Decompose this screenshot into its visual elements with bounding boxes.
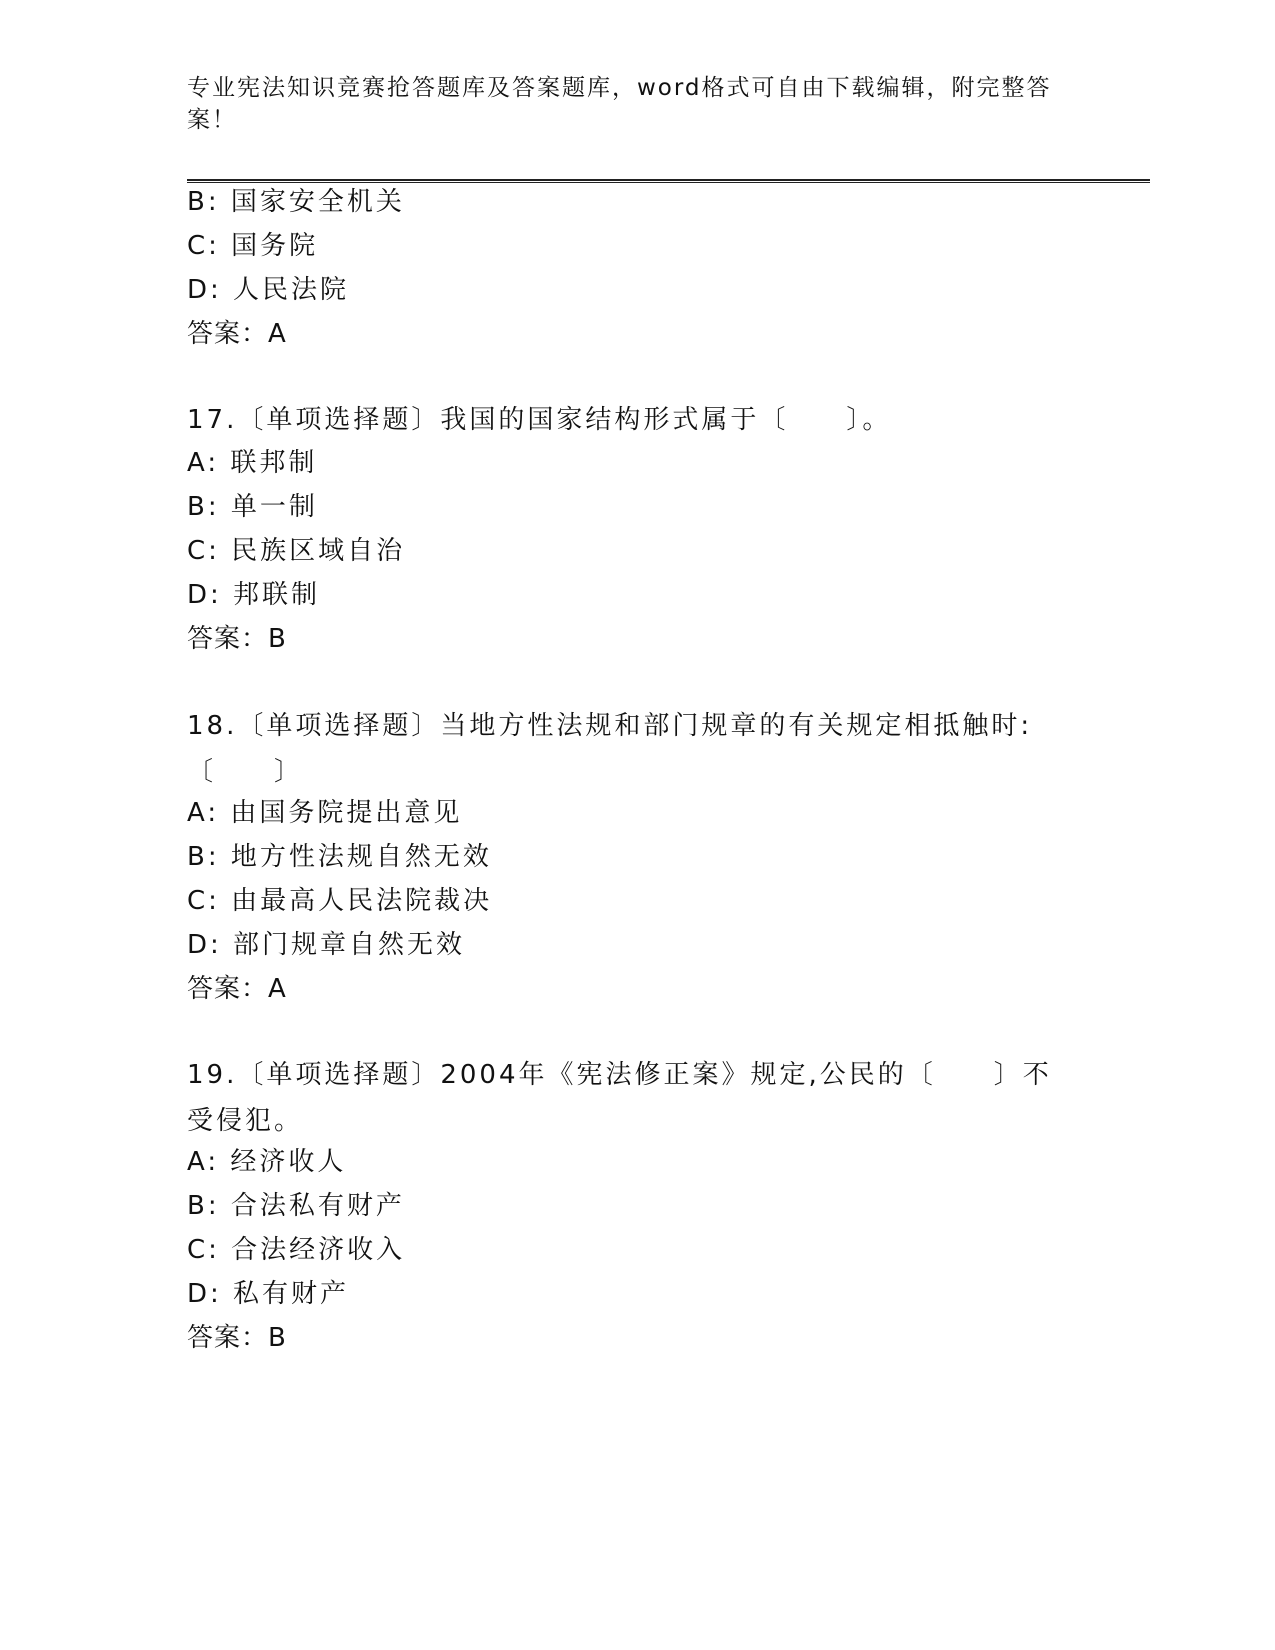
page-header-title: 专业宪法知识竞赛抢答题库及答案题库，word格式可自由下载编辑，附完整答案！ bbox=[187, 75, 1052, 133]
option-b: B: 国家安全机关 bbox=[187, 187, 405, 217]
option-b: B: 地方性法规自然无效 bbox=[187, 842, 492, 872]
option-a: A: 联邦制 bbox=[187, 448, 318, 478]
option-d: D: 人民法院 bbox=[187, 275, 350, 305]
option-b: B: 合法私有财产 bbox=[187, 1191, 405, 1221]
option-c: C: 合法经济收入 bbox=[187, 1235, 406, 1265]
header-divider bbox=[187, 179, 1150, 183]
answer-label: 答案：A bbox=[187, 319, 287, 349]
option-c: C: 由最高人民法院裁决 bbox=[187, 886, 493, 916]
option-c: C: 国务院 bbox=[187, 231, 319, 261]
option-d: D: 私有财产 bbox=[187, 1279, 350, 1309]
option-a: A: 由国务院提出意见 bbox=[187, 798, 463, 828]
option-a: A: 经济收人 bbox=[187, 1147, 347, 1177]
question-17-text: 17.〔单项选择题〕我国的国家结构形式属于〔 〕。 bbox=[187, 405, 892, 435]
answer-label: 答案：A bbox=[187, 974, 287, 1004]
answer-label: 答案：B bbox=[187, 1323, 287, 1353]
question-18-text: 18.〔单项选择题〕当地方性法规和部门规章的有关规定相抵触时:〔 〕 bbox=[187, 711, 1033, 787]
option-d: D: 邦联制 bbox=[187, 580, 321, 610]
answer-label: 答案：B bbox=[187, 624, 287, 654]
option-d: D: 部门规章自然无效 bbox=[187, 930, 466, 960]
option-b: B: 单一制 bbox=[187, 492, 318, 522]
option-c: C: 民族区域自治 bbox=[187, 536, 406, 566]
question-19-text: 19.〔单项选择题〕2004年《宪法修正案》规定,公民的〔 〕不受侵犯。 bbox=[187, 1060, 1052, 1136]
